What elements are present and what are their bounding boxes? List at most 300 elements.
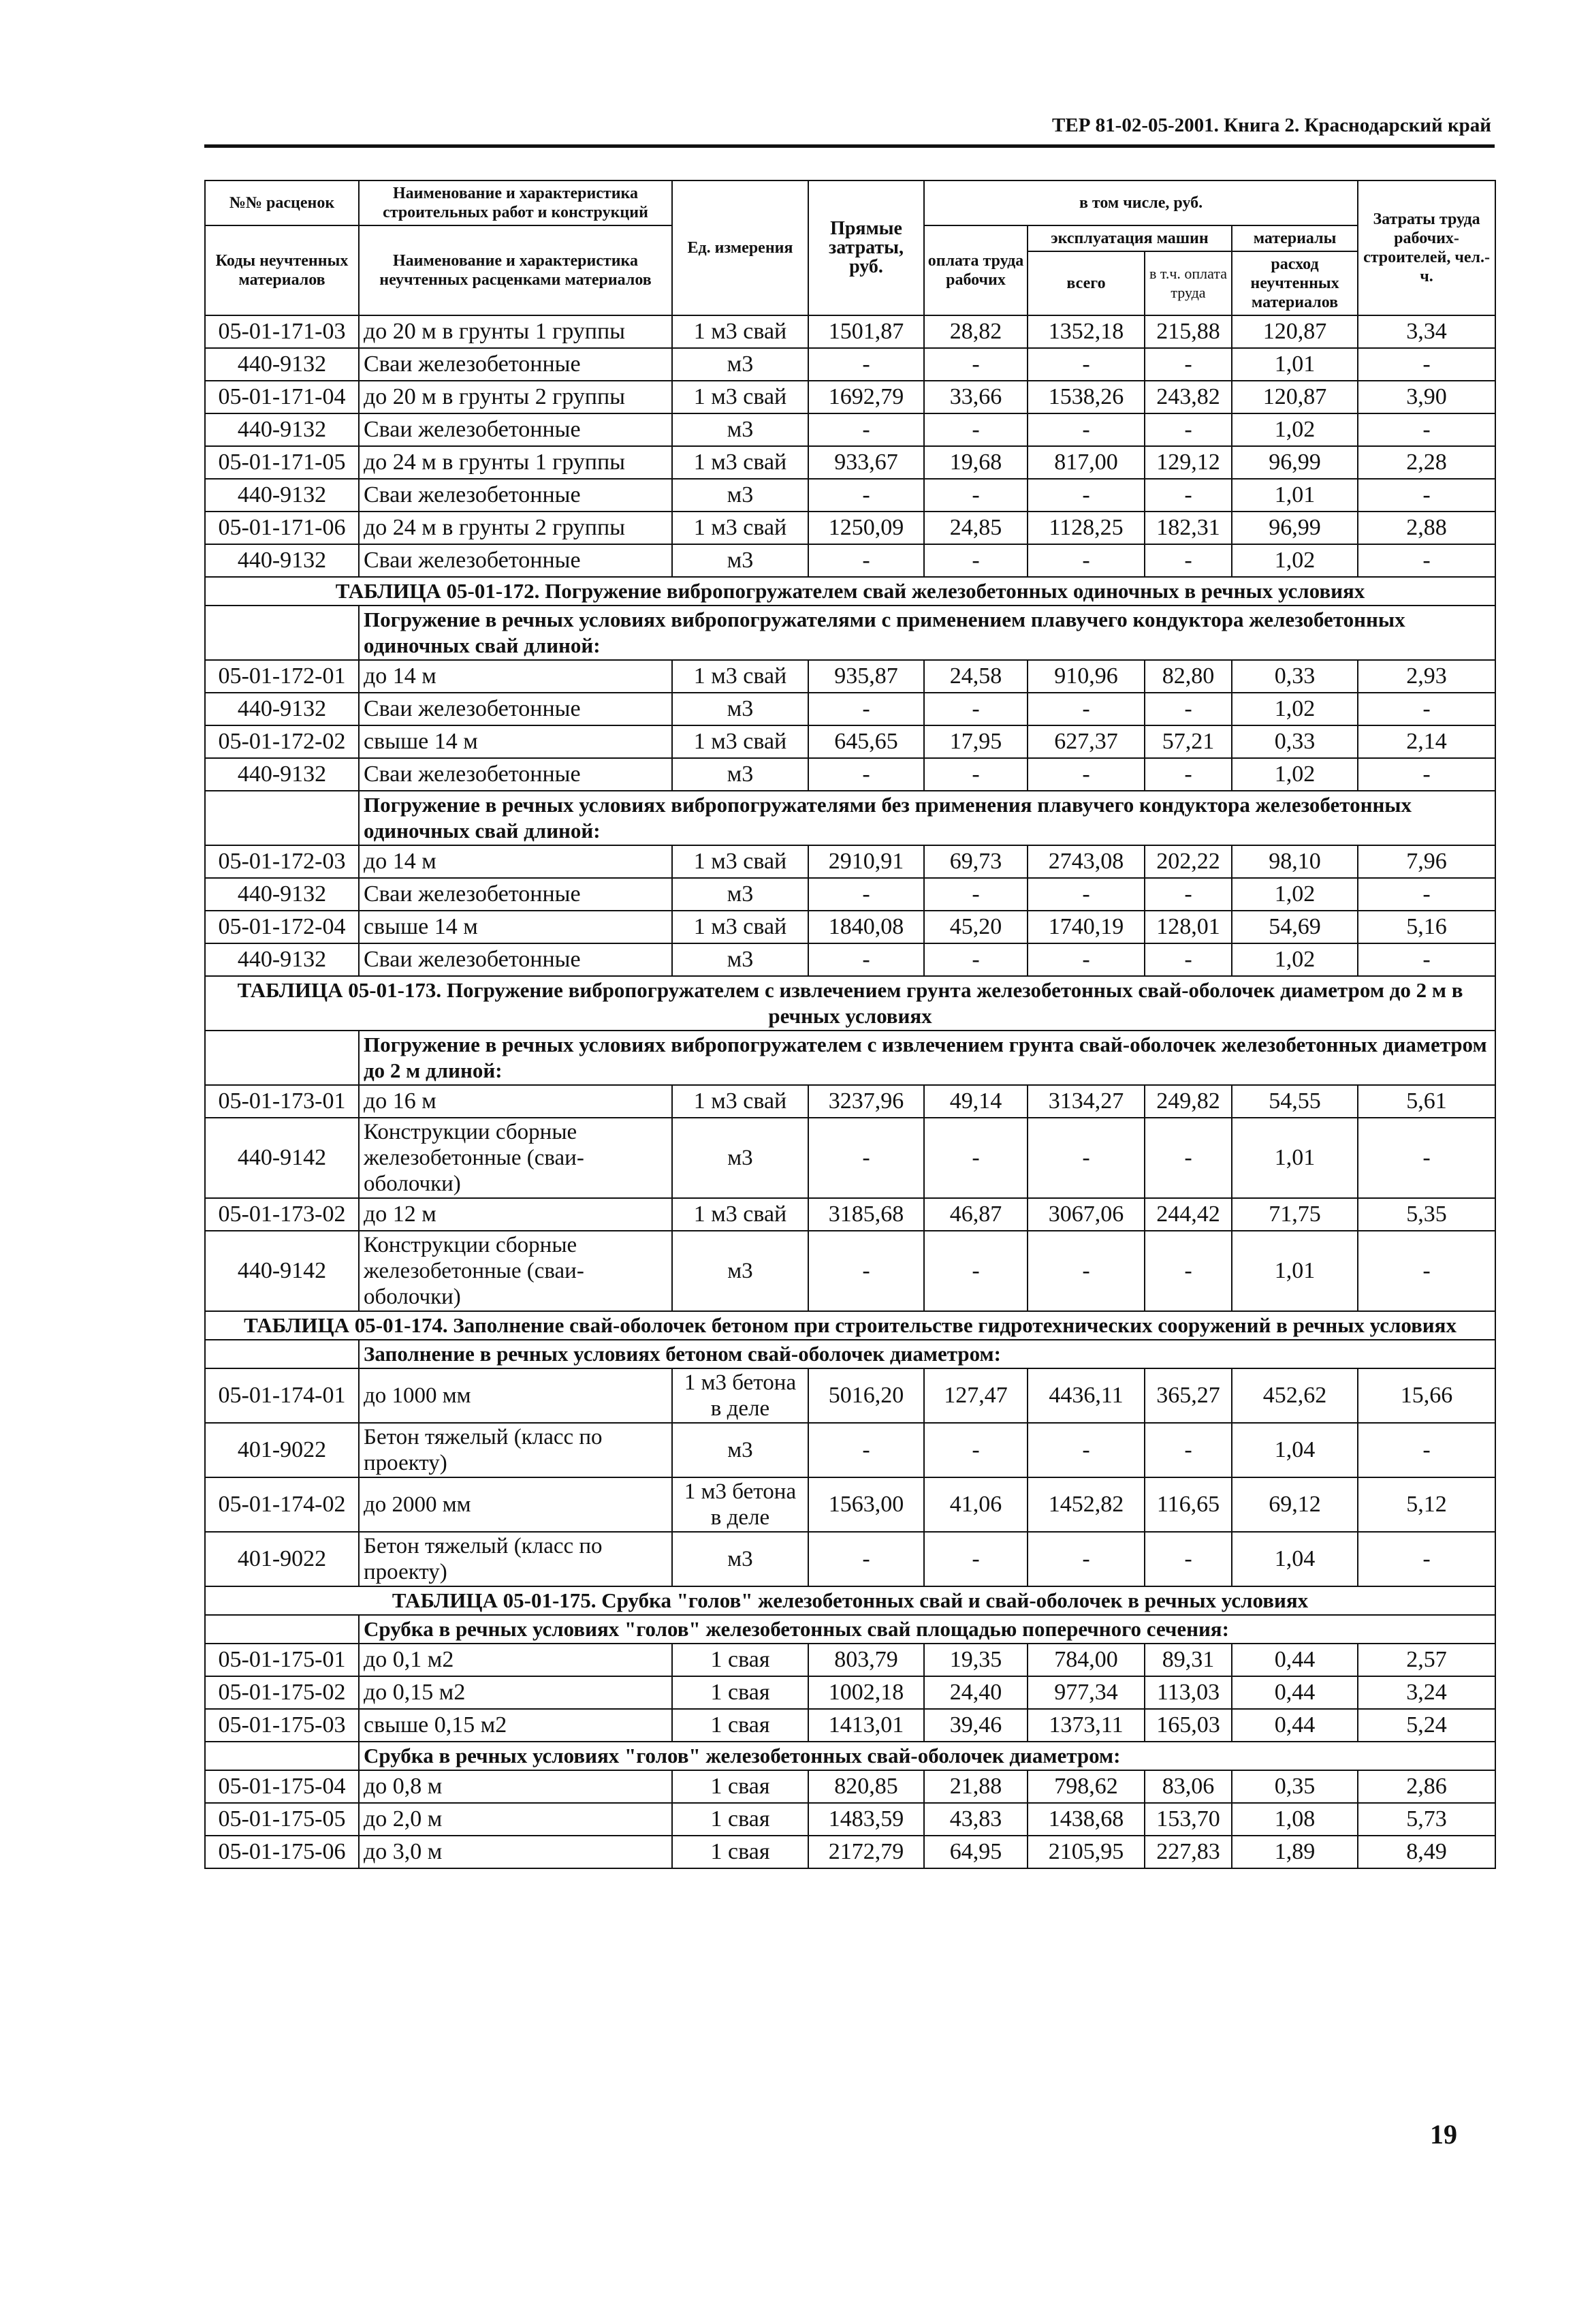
machines-wages: - bbox=[1145, 1532, 1232, 1586]
machines-wages: - bbox=[1145, 1423, 1232, 1477]
col-direct: Прямые затраты, руб. bbox=[808, 180, 924, 315]
table-row bbox=[205, 758, 1495, 791]
table-subheading-row bbox=[205, 1742, 1495, 1770]
labor-cell: - bbox=[1358, 544, 1495, 577]
machines-total: - bbox=[1028, 693, 1145, 725]
rate-code: 440-9132 bbox=[205, 878, 359, 911]
rate-code: 440-9132 bbox=[205, 943, 359, 976]
col-name-bottom: Наименование и характеристика неучтенных расценками материалов bbox=[359, 225, 672, 315]
rate-name: до 0,8 м bbox=[359, 1770, 672, 1803]
machines-total: - bbox=[1028, 878, 1145, 911]
wages-cell: - bbox=[924, 413, 1028, 446]
materials-cell: 1,01 bbox=[1232, 348, 1358, 381]
materials-cell: 0,33 bbox=[1232, 660, 1358, 693]
machines-wages: 153,70 bbox=[1145, 1803, 1232, 1836]
materials-cell: 1,08 bbox=[1232, 1803, 1358, 1836]
table-section-title bbox=[205, 577, 1495, 606]
section-subheading: Погружение в речных условиях вибропогружателями без применения плавучего кондуктора железобетонных одиночных свай длиной: bbox=[359, 791, 1495, 845]
direct-cost: - bbox=[808, 413, 924, 446]
wages-cell: 69,73 bbox=[924, 845, 1028, 878]
rate-code: 05-01-172-01 bbox=[205, 660, 359, 693]
rate-code: 440-9132 bbox=[205, 348, 359, 381]
machines-wages: 57,21 bbox=[1145, 725, 1232, 758]
section-subheading: Погружение в речных условиях вибропогружателем с извлечением грунта свай-оболочек железобетонных диаметром до 2 м длиной: bbox=[359, 1031, 1495, 1085]
col-incl: в том числе, руб. bbox=[924, 180, 1358, 225]
rate-code: 401-9022 bbox=[205, 1423, 359, 1477]
rate-name: до 14 м bbox=[359, 660, 672, 693]
table-row bbox=[205, 1423, 1495, 1477]
table-subheading-row bbox=[205, 1031, 1495, 1085]
machines-wages: 89,31 bbox=[1145, 1644, 1232, 1676]
materials-cell: 96,99 bbox=[1232, 446, 1358, 479]
wages-cell: - bbox=[924, 758, 1028, 791]
rate-name: Сваи железобетонные bbox=[359, 413, 672, 446]
unit-cell: 1 свая bbox=[672, 1770, 808, 1803]
machines-wages: 129,12 bbox=[1145, 446, 1232, 479]
materials-cell: 0,44 bbox=[1232, 1644, 1358, 1676]
rate-name: Конструкции сборные железобетонные (сваи-оболочки) bbox=[359, 1231, 672, 1311]
direct-cost: - bbox=[808, 544, 924, 577]
wages-cell: 39,46 bbox=[924, 1709, 1028, 1742]
empty-cell bbox=[205, 1340, 359, 1368]
col-code-top: №№ расценок bbox=[205, 180, 359, 225]
section-title: ТАБЛИЦА 05-01-173. Погружение вибропогружателем с извлечением грунта железобетонных свай-оболочек диаметром до 2 м в речных условиях bbox=[205, 976, 1495, 1031]
machines-wages: - bbox=[1145, 758, 1232, 791]
section-subheading: Погружение в речных условиях вибропогружателями с применением плавучего кондуктора железобетонных одиночных свай длиной: bbox=[359, 606, 1495, 660]
wages-cell: 28,82 bbox=[924, 315, 1028, 348]
table-subheading-row bbox=[205, 606, 1495, 660]
col-labor: Затраты труда рабочих-строителей, чел.-ч. bbox=[1358, 180, 1495, 315]
materials-cell: 1,02 bbox=[1232, 943, 1358, 976]
wages-cell: - bbox=[924, 348, 1028, 381]
document-header: ТЕР 81-02-05-2001. Книга 2. Краснодарский край bbox=[1052, 114, 1491, 136]
direct-cost: 1413,01 bbox=[808, 1709, 924, 1742]
table-row bbox=[205, 1118, 1495, 1198]
machines-total: - bbox=[1028, 479, 1145, 512]
machines-total: - bbox=[1028, 348, 1145, 381]
machines-total: 784,00 bbox=[1028, 1644, 1145, 1676]
direct-cost: 1563,00 bbox=[808, 1477, 924, 1532]
labor-cell: 5,16 bbox=[1358, 911, 1495, 943]
rate-code: 440-9142 bbox=[205, 1231, 359, 1311]
unit-cell: м3 bbox=[672, 544, 808, 577]
machines-wages: 244,42 bbox=[1145, 1198, 1232, 1231]
rate-name: до 2000 мм bbox=[359, 1477, 672, 1532]
rate-code: 05-01-173-02 bbox=[205, 1198, 359, 1231]
wages-cell: 24,85 bbox=[924, 512, 1028, 544]
materials-cell: 69,12 bbox=[1232, 1477, 1358, 1532]
empty-cell bbox=[205, 1742, 359, 1770]
section-title: ТАБЛИЦА 05-01-175. Срубка "голов" железобетонных свай и свай-оболочек в речных условиях bbox=[205, 1586, 1495, 1615]
machines-total: 1452,82 bbox=[1028, 1477, 1145, 1532]
machines-total: - bbox=[1028, 413, 1145, 446]
materials-cell: 98,10 bbox=[1232, 845, 1358, 878]
direct-cost: - bbox=[808, 943, 924, 976]
wages-cell: 45,20 bbox=[924, 911, 1028, 943]
materials-cell: 120,87 bbox=[1232, 315, 1358, 348]
unit-cell: 1 свая bbox=[672, 1836, 808, 1868]
wages-cell: 64,95 bbox=[924, 1836, 1028, 1868]
direct-cost: 3237,96 bbox=[808, 1085, 924, 1118]
table-row bbox=[205, 544, 1495, 577]
direct-cost: 2172,79 bbox=[808, 1836, 924, 1868]
rate-code: 05-01-172-02 bbox=[205, 725, 359, 758]
unit-cell: 1 свая bbox=[672, 1644, 808, 1676]
labor-cell: - bbox=[1358, 1118, 1495, 1198]
materials-cell: 1,02 bbox=[1232, 693, 1358, 725]
rate-code: 401-9022 bbox=[205, 1532, 359, 1586]
labor-cell: - bbox=[1358, 1231, 1495, 1311]
rate-name: до 0,15 м2 bbox=[359, 1676, 672, 1709]
rate-name: до 24 м в грунты 2 группы bbox=[359, 512, 672, 544]
wages-cell: 46,87 bbox=[924, 1198, 1028, 1231]
labor-cell: - bbox=[1358, 758, 1495, 791]
machines-wages: 82,80 bbox=[1145, 660, 1232, 693]
section-subheading: Срубка в речных условиях "голов" железобетонных свай-оболочек диаметром: bbox=[359, 1742, 1495, 1770]
rate-code: 440-9132 bbox=[205, 479, 359, 512]
direct-cost: 820,85 bbox=[808, 1770, 924, 1803]
rate-name: Сваи железобетонные bbox=[359, 878, 672, 911]
labor-cell: 2,88 bbox=[1358, 512, 1495, 544]
unit-cell: м3 bbox=[672, 1118, 808, 1198]
rate-name: до 1000 мм bbox=[359, 1368, 672, 1423]
direct-cost: 1250,09 bbox=[808, 512, 924, 544]
col-machines: эксплуатация машин bbox=[1028, 225, 1232, 251]
direct-cost: - bbox=[808, 1423, 924, 1477]
machines-wages: 113,03 bbox=[1145, 1676, 1232, 1709]
rate-code: 05-01-171-05 bbox=[205, 446, 359, 479]
labor-cell: - bbox=[1358, 479, 1495, 512]
labor-cell: - bbox=[1358, 1423, 1495, 1477]
labor-cell: - bbox=[1358, 878, 1495, 911]
machines-total: - bbox=[1028, 544, 1145, 577]
rate-name: до 20 м в грунты 2 группы bbox=[359, 381, 672, 413]
rate-name: до 16 м bbox=[359, 1085, 672, 1118]
rate-code: 05-01-171-03 bbox=[205, 315, 359, 348]
rate-name: Сваи железобетонные bbox=[359, 693, 672, 725]
materials-cell: 1,02 bbox=[1232, 413, 1358, 446]
table-row bbox=[205, 1532, 1495, 1586]
direct-cost: 803,79 bbox=[808, 1644, 924, 1676]
col-machines-total: всего bbox=[1028, 251, 1145, 315]
machines-wages: 165,03 bbox=[1145, 1709, 1232, 1742]
col-unit: Ед. измерения bbox=[672, 180, 808, 315]
direct-cost: 5016,20 bbox=[808, 1368, 924, 1423]
rate-name: свыше 14 м bbox=[359, 911, 672, 943]
rate-code: 440-9132 bbox=[205, 758, 359, 791]
labor-cell: 2,93 bbox=[1358, 660, 1495, 693]
rate-code: 05-01-172-03 bbox=[205, 845, 359, 878]
materials-cell: 452,62 bbox=[1232, 1368, 1358, 1423]
wages-cell: 41,06 bbox=[924, 1477, 1028, 1532]
wages-cell: 19,68 bbox=[924, 446, 1028, 479]
unit-cell: 1 м3 свай bbox=[672, 315, 808, 348]
unit-cell: м3 bbox=[672, 943, 808, 976]
unit-cell: 1 м3 свай bbox=[672, 1198, 808, 1231]
rate-name: Конструкции сборные железобетонные (сваи-оболочки) bbox=[359, 1118, 672, 1198]
table-row bbox=[205, 693, 1495, 725]
materials-cell: 1,89 bbox=[1232, 1836, 1358, 1868]
machines-wages: - bbox=[1145, 348, 1232, 381]
machines-wages: 182,31 bbox=[1145, 512, 1232, 544]
labor-cell: 3,90 bbox=[1358, 381, 1495, 413]
unit-cell: 1 м3 свай bbox=[672, 660, 808, 693]
rate-name: Сваи железобетонные bbox=[359, 479, 672, 512]
col-code-bottom: Коды неучтенных материалов bbox=[205, 225, 359, 315]
wages-cell: - bbox=[924, 878, 1028, 911]
machines-wages: - bbox=[1145, 693, 1232, 725]
machines-wages: 249,82 bbox=[1145, 1085, 1232, 1118]
labor-cell: - bbox=[1358, 348, 1495, 381]
materials-cell: 0,35 bbox=[1232, 1770, 1358, 1803]
header-rule bbox=[204, 144, 1495, 148]
direct-cost: 645,65 bbox=[808, 725, 924, 758]
machines-total: 3134,27 bbox=[1028, 1085, 1145, 1118]
labor-cell: 5,61 bbox=[1358, 1085, 1495, 1118]
machines-total: 2743,08 bbox=[1028, 845, 1145, 878]
rate-name: свыше 14 м bbox=[359, 725, 672, 758]
machines-total: 4436,11 bbox=[1028, 1368, 1145, 1423]
direct-cost: - bbox=[808, 1118, 924, 1198]
direct-cost: - bbox=[808, 479, 924, 512]
machines-wages: 116,65 bbox=[1145, 1477, 1232, 1532]
machines-wages: 83,06 bbox=[1145, 1770, 1232, 1803]
section-title: ТАБЛИЦА 05-01-172. Погружение вибропогружателем свай железобетонных одиночных в речных условиях bbox=[205, 577, 1495, 606]
materials-cell: 120,87 bbox=[1232, 381, 1358, 413]
machines-total: 3067,06 bbox=[1028, 1198, 1145, 1231]
labor-cell: 5,35 bbox=[1358, 1198, 1495, 1231]
rate-name: до 2,0 м bbox=[359, 1803, 672, 1836]
direct-cost: - bbox=[808, 758, 924, 791]
rate-name: до 3,0 м bbox=[359, 1836, 672, 1868]
direct-cost: 1483,59 bbox=[808, 1803, 924, 1836]
machines-total: - bbox=[1028, 758, 1145, 791]
direct-cost: - bbox=[808, 1532, 924, 1586]
labor-cell: - bbox=[1358, 943, 1495, 976]
materials-cell: 1,01 bbox=[1232, 1231, 1358, 1311]
rate-name: Сваи железобетонные bbox=[359, 348, 672, 381]
rate-code: 05-01-175-04 bbox=[205, 1770, 359, 1803]
wages-cell: - bbox=[924, 1423, 1028, 1477]
labor-cell: 15,66 bbox=[1358, 1368, 1495, 1423]
unit-cell: 1 м3 свай bbox=[672, 911, 808, 943]
wages-cell: 43,83 bbox=[924, 1803, 1028, 1836]
machines-total: 1128,25 bbox=[1028, 512, 1145, 544]
col-materials: материалы bbox=[1232, 225, 1358, 251]
machines-wages: 243,82 bbox=[1145, 381, 1232, 413]
table-row bbox=[205, 446, 1495, 479]
rates-table bbox=[204, 180, 1496, 1869]
materials-cell: 1,01 bbox=[1232, 1118, 1358, 1198]
empty-cell bbox=[205, 1615, 359, 1644]
rate-name: Бетон тяжелый (класс по проекту) bbox=[359, 1532, 672, 1586]
col-wages: оплата труда рабочих bbox=[924, 225, 1028, 315]
labor-cell: 3,34 bbox=[1358, 315, 1495, 348]
materials-cell: 1,02 bbox=[1232, 544, 1358, 577]
machines-wages: - bbox=[1145, 479, 1232, 512]
materials-cell: 0,44 bbox=[1232, 1709, 1358, 1742]
col-name-top: Наименование и характеристика строительных работ и конструкций bbox=[359, 180, 672, 225]
unit-cell: м3 bbox=[672, 878, 808, 911]
labor-cell: 5,24 bbox=[1358, 1709, 1495, 1742]
rate-code: 05-01-175-05 bbox=[205, 1803, 359, 1836]
wages-cell: 21,88 bbox=[924, 1770, 1028, 1803]
unit-cell: 1 м3 свай bbox=[672, 845, 808, 878]
table-row bbox=[205, 1770, 1495, 1803]
rate-name: до 24 м в грунты 1 группы bbox=[359, 446, 672, 479]
unit-cell: 1 свая bbox=[672, 1709, 808, 1742]
materials-cell: 0,44 bbox=[1232, 1676, 1358, 1709]
labor-cell: 2,57 bbox=[1358, 1644, 1495, 1676]
labor-cell: 2,86 bbox=[1358, 1770, 1495, 1803]
labor-cell: - bbox=[1358, 1532, 1495, 1586]
direct-cost: 1840,08 bbox=[808, 911, 924, 943]
unit-cell: м3 bbox=[672, 693, 808, 725]
unit-cell: м3 bbox=[672, 348, 808, 381]
wages-cell: - bbox=[924, 693, 1028, 725]
wages-cell: - bbox=[924, 1118, 1028, 1198]
table-row bbox=[205, 512, 1495, 544]
table-row bbox=[205, 479, 1495, 512]
section-subheading: Срубка в речных условиях "голов" железобетонных свай площадью поперечного сечения: bbox=[359, 1615, 1495, 1644]
direct-cost: 935,87 bbox=[808, 660, 924, 693]
rate-name: до 0,1 м2 bbox=[359, 1644, 672, 1676]
table-row bbox=[205, 1709, 1495, 1742]
section-title: ТАБЛИЦА 05-01-174. Заполнение свай-оболочек бетоном при строительстве гидротехнических сооружений в речных условиях bbox=[205, 1311, 1495, 1340]
table-row bbox=[205, 348, 1495, 381]
rate-code: 05-01-175-06 bbox=[205, 1836, 359, 1868]
machines-wages: - bbox=[1145, 1231, 1232, 1311]
machines-total: 910,96 bbox=[1028, 660, 1145, 693]
direct-cost: 2910,91 bbox=[808, 845, 924, 878]
table-row bbox=[205, 315, 1495, 348]
machines-wages: - bbox=[1145, 413, 1232, 446]
table-row bbox=[205, 381, 1495, 413]
table-row bbox=[205, 413, 1495, 446]
materials-cell: 96,99 bbox=[1232, 512, 1358, 544]
materials-cell: 71,75 bbox=[1232, 1198, 1358, 1231]
table-row bbox=[205, 1231, 1495, 1311]
table-row bbox=[205, 1676, 1495, 1709]
machines-total: 798,62 bbox=[1028, 1770, 1145, 1803]
direct-cost: - bbox=[808, 693, 924, 725]
table-row bbox=[205, 845, 1495, 878]
wages-cell: 33,66 bbox=[924, 381, 1028, 413]
unit-cell: м3 bbox=[672, 758, 808, 791]
wages-cell: - bbox=[924, 544, 1028, 577]
table-section-title bbox=[205, 1311, 1495, 1340]
machines-total: - bbox=[1028, 1532, 1145, 1586]
materials-cell: 1,04 bbox=[1232, 1423, 1358, 1477]
table-row bbox=[205, 725, 1495, 758]
unit-cell: 1 м3 свай bbox=[672, 446, 808, 479]
wages-cell: - bbox=[924, 943, 1028, 976]
machines-wages: 215,88 bbox=[1145, 315, 1232, 348]
wages-cell: - bbox=[924, 1231, 1028, 1311]
rate-code: 440-9132 bbox=[205, 413, 359, 446]
machines-wages: - bbox=[1145, 1118, 1232, 1198]
labor-cell: - bbox=[1358, 413, 1495, 446]
direct-cost: 1692,79 bbox=[808, 381, 924, 413]
direct-cost: 1002,18 bbox=[808, 1676, 924, 1709]
machines-wages: 227,83 bbox=[1145, 1836, 1232, 1868]
rate-name: до 14 м bbox=[359, 845, 672, 878]
rate-code: 05-01-172-04 bbox=[205, 911, 359, 943]
table-row bbox=[205, 1644, 1495, 1676]
machines-wages: - bbox=[1145, 943, 1232, 976]
table-subheading-row bbox=[205, 1340, 1495, 1368]
rate-name: до 12 м bbox=[359, 1198, 672, 1231]
wages-cell: 19,35 bbox=[924, 1644, 1028, 1676]
machines-total: 2105,95 bbox=[1028, 1836, 1145, 1868]
unit-cell: 1 м3 бетона в деле bbox=[672, 1368, 808, 1423]
wages-cell: 24,40 bbox=[924, 1676, 1028, 1709]
machines-wages: - bbox=[1145, 878, 1232, 911]
table-body bbox=[205, 315, 1495, 1868]
machines-total: - bbox=[1028, 943, 1145, 976]
direct-cost: - bbox=[808, 1231, 924, 1311]
unit-cell: 1 м3 свай bbox=[672, 725, 808, 758]
direct-cost: - bbox=[808, 348, 924, 381]
table-row bbox=[205, 1368, 1495, 1423]
empty-cell bbox=[205, 1031, 359, 1085]
labor-cell: 5,12 bbox=[1358, 1477, 1495, 1532]
materials-cell: 1,02 bbox=[1232, 758, 1358, 791]
materials-cell: 0,33 bbox=[1232, 725, 1358, 758]
labor-cell: 5,73 bbox=[1358, 1803, 1495, 1836]
wages-cell: 49,14 bbox=[924, 1085, 1028, 1118]
unit-cell: м3 bbox=[672, 1423, 808, 1477]
rate-code: 05-01-175-03 bbox=[205, 1709, 359, 1742]
labor-cell: 2,28 bbox=[1358, 446, 1495, 479]
machines-total: 627,37 bbox=[1028, 725, 1145, 758]
direct-cost: 3185,68 bbox=[808, 1198, 924, 1231]
direct-cost: - bbox=[808, 878, 924, 911]
rate-code: 05-01-174-01 bbox=[205, 1368, 359, 1423]
unit-cell: 1 свая bbox=[672, 1676, 808, 1709]
machines-total: 1352,18 bbox=[1028, 315, 1145, 348]
rate-code: 05-01-175-01 bbox=[205, 1644, 359, 1676]
machines-total: 1373,11 bbox=[1028, 1709, 1145, 1742]
rate-code: 05-01-173-01 bbox=[205, 1085, 359, 1118]
table-row bbox=[205, 1803, 1495, 1836]
table-subheading-row bbox=[205, 1615, 1495, 1644]
materials-cell: 54,69 bbox=[1232, 911, 1358, 943]
col-machines-wages: в т.ч. оплата труда bbox=[1145, 251, 1232, 315]
table-row bbox=[205, 660, 1495, 693]
machines-total: 1538,26 bbox=[1028, 381, 1145, 413]
unit-cell: м3 bbox=[672, 1532, 808, 1586]
machines-total: 1740,19 bbox=[1028, 911, 1145, 943]
labor-cell: 7,96 bbox=[1358, 845, 1495, 878]
wages-cell: - bbox=[924, 1532, 1028, 1586]
unit-cell: 1 м3 свай bbox=[672, 1085, 808, 1118]
labor-cell: 3,24 bbox=[1358, 1676, 1495, 1709]
wages-cell: 127,47 bbox=[924, 1368, 1028, 1423]
materials-cell: 1,01 bbox=[1232, 479, 1358, 512]
rate-name: до 20 м в грунты 1 группы bbox=[359, 315, 672, 348]
table-row bbox=[205, 1477, 1495, 1532]
table-section-title bbox=[205, 976, 1495, 1031]
machines-total: - bbox=[1028, 1231, 1145, 1311]
labor-cell: 2,14 bbox=[1358, 725, 1495, 758]
col-materials-sub: расход неучтенных материалов bbox=[1232, 251, 1358, 315]
table-row bbox=[205, 878, 1495, 911]
table-row bbox=[205, 911, 1495, 943]
machines-wages: 128,01 bbox=[1145, 911, 1232, 943]
rate-name: Сваи железобетонные bbox=[359, 758, 672, 791]
unit-cell: 1 м3 свай bbox=[672, 381, 808, 413]
